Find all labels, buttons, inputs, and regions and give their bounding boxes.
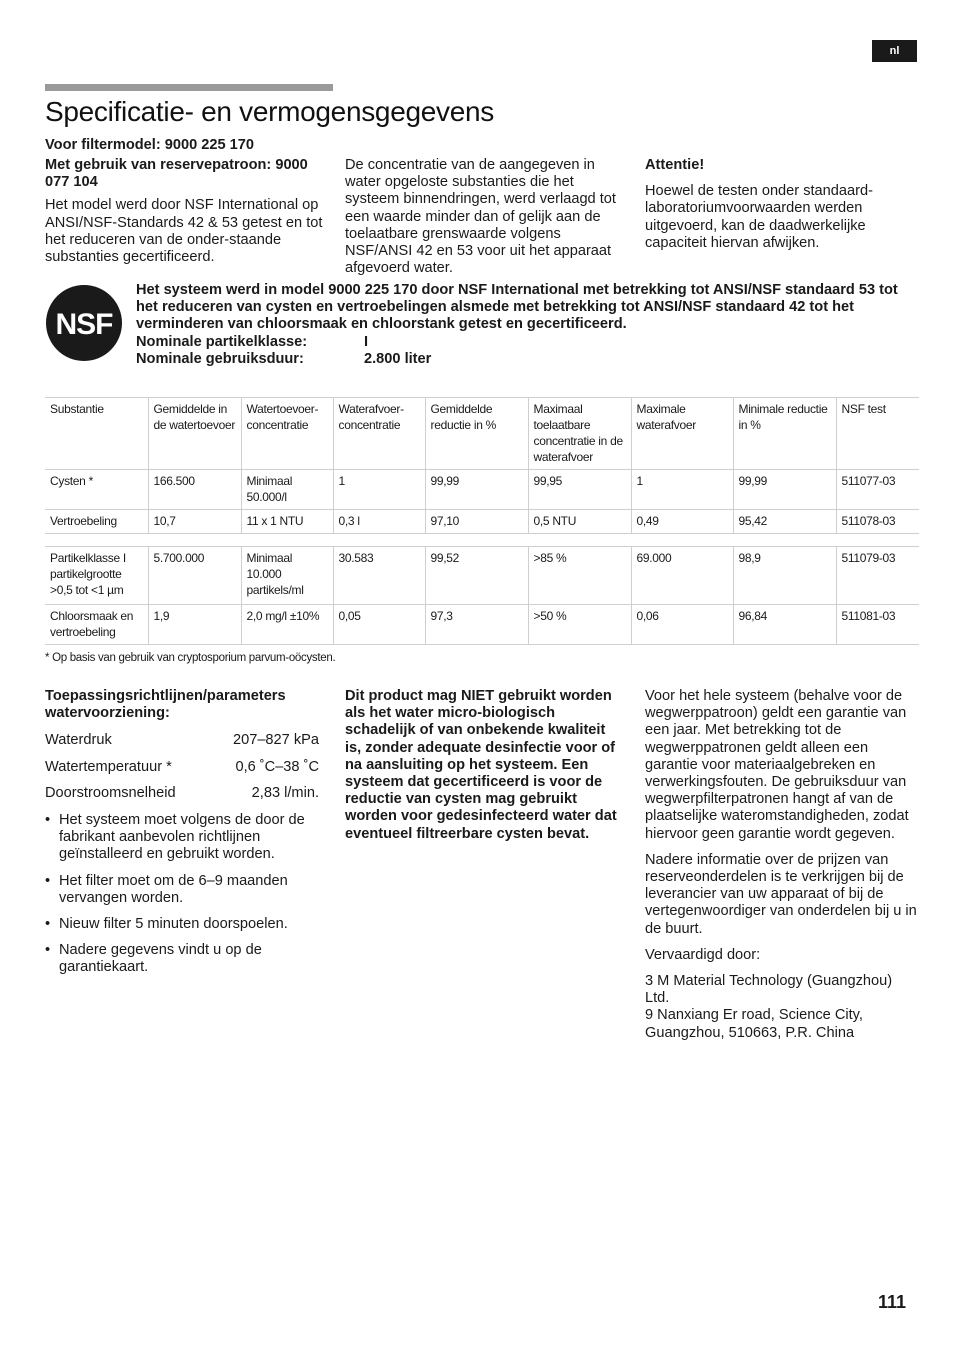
warranty-text: Voor het hele systeem (behalve voor de wegwerppatroon) geldt een garantie van een jaar. Met betrekking tot de wegwerppatronen geldt alleen een garantie voor materiaalgebreken en verwerkingsfouten. De gebruiksduur van wegwerpfilterpatronen hangt af van de plaatselijke wateromstandigheden, zodat hiervoor geen garantie wordt gegeven. [645, 688, 909, 842]
table-cell: Partikelklasse I partikelgrootte >0,5 tot <1 µm [45, 547, 148, 605]
table-cell: 99,52 [425, 547, 528, 605]
table-cell: 97,3 [425, 605, 528, 645]
table-cell: 95,42 [733, 510, 836, 534]
param-row [45, 732, 319, 749]
table-footnote: * Op basis van gebruik van cryptosporium parvum-oöcysten. [45, 652, 336, 664]
table-header: Maximale waterafvoer [631, 398, 733, 470]
guidelines-column [45, 688, 319, 986]
table-header: NSF test [836, 398, 919, 470]
table-cell: 2,0 mg/l ±10% [241, 605, 333, 645]
cartridge-heading: Met gebruik van reservepatroon: 9000 077 104 [45, 157, 308, 191]
table-header: Waterafvoer-concentratie [333, 398, 425, 470]
nsf-statement: Het systeem werd in model 9000 225 170 door NSF International met betrekking tot ANSI/NSF standaard 53 tot het reduceren van cysten en vertroebelingen alsmede met betrekking tot ANSI/NSF standaard 42 tot het verminderen van chloorsmaak en chloorstank getest en gecertificeerd. [136, 282, 898, 333]
nsf-logo-icon [45, 284, 123, 362]
nsf-statement-block [136, 282, 920, 368]
table-spacer [45, 534, 919, 547]
table-row [45, 547, 919, 605]
table-cell: 166.500 [148, 470, 241, 510]
table-cell: 1 [631, 470, 733, 510]
manufacturer-label: Vervaardigd door: [645, 946, 761, 963]
table-cell: 69.000 [631, 547, 733, 605]
table-cell: Vertroebeling [45, 510, 148, 534]
concentration-text: De concentratie van de aangegeven in water opgeloste substanties die het systeem binnendringen, werd verlaagd tot een waarde minder dan of gelijk aan de toelaatbare grenswaarde volgens NSF/ANSI 42 en 53 voor uit het apparaat afgevoerd water. [345, 157, 616, 277]
lifetime-value: 2.800 liter [364, 350, 432, 367]
page-title: Specificatie- en vermogensgegevens [45, 96, 494, 127]
warning-column [345, 688, 623, 843]
manufacturer-name: 3 M Material Technology (Guangzhou) Ltd. [645, 973, 893, 1007]
list-item: • Het systeem moet volgens de door de fabrikant aanbevolen richtlijnen geïnstalleerd en gebruikt worden. [45, 812, 319, 864]
list-item: • Het filter moet om de 6–9 maanden vervangen worden. [45, 873, 319, 907]
table-cell: 96,84 [733, 605, 836, 645]
param-label: Waterdruk [45, 732, 112, 749]
table-cell: 511077-03 [836, 470, 919, 510]
particle-class-value: I [364, 333, 369, 350]
table-cell: 511078-03 [836, 510, 919, 534]
certification-text: Het model werd door NSF International op ANSI/NSF-Standards 42 & 53 getest en tot het reduceren van de onder-staande substanties gecertificeerd. [45, 197, 323, 266]
lifetime-row [136, 351, 920, 368]
table-cell: Cysten * [45, 470, 148, 510]
table-cell: 0,5 NTU [528, 510, 631, 534]
warning-text: Dit product mag NIET gebruikt worden als het water micro-biologisch schadelijk of van onbekende kwaliteit is, zonder adequate desinfectie voor of na aansluiting op het systeem. Een systeem dat gecertificeerd is voor de reductie van cysten mag gebruikt worden voor gedesinfecteerd water dat eventueel filtreerbare cysten bevat. [345, 688, 617, 842]
table-cell: 5.700.000 [148, 547, 241, 605]
svg-text:NSF: NSF [55, 308, 113, 341]
specification-table [45, 397, 919, 645]
list-item: • Nieuw filter 5 minuten doorspoelen. [45, 916, 319, 933]
table-cell: 511079-03 [836, 547, 919, 605]
table-cell: 10,7 [148, 510, 241, 534]
table-cell: 0,06 [631, 605, 733, 645]
manufacturer-address: 9 Nanxiang Er road, Science City, Guangzhou, 510663, P.R. China [645, 1007, 863, 1041]
table-header: Gemiddelde in de watertoevoer [148, 398, 241, 470]
filter-model: Voor filtermodel: 9000 225 170 [45, 137, 255, 153]
table-header: Substantie [45, 398, 148, 470]
table-cell: Minimaal 10.000 partikels/ml [241, 547, 333, 605]
page-number: 111 [878, 1292, 907, 1312]
table-cell: 511081-03 [836, 605, 919, 645]
table-cell: 98,9 [733, 547, 836, 605]
table-cell: 99,99 [733, 470, 836, 510]
intro-column-3 [645, 157, 917, 252]
attention-text: Hoewel de testen onder standaard-laboratoriumvoorwaarden werden uitgevoerd, kan de daadwerkelijke capaciteit hiervan afwijken. [645, 183, 873, 251]
table-row [45, 470, 919, 510]
param-row [45, 785, 319, 802]
table-cell: 11 x 1 NTU [241, 510, 333, 534]
attention-heading: Attentie! [645, 157, 705, 173]
table-cell: Chloorsmaak en vertroebeling [45, 605, 148, 645]
table-row [45, 510, 919, 534]
table-cell: 30.583 [333, 547, 425, 605]
param-label: Doorstroomsnelheid [45, 784, 176, 801]
table-cell: >85 % [528, 547, 631, 605]
table-header: Gemiddelde reductie in % [425, 398, 528, 470]
table-header: Maximaal toelaatbare concentratie in de waterafvoer [528, 398, 631, 470]
table-cell: 1,9 [148, 605, 241, 645]
table-cell: Minimaal 50.000/l [241, 470, 333, 510]
table-header: Watertoevoer-concentratie [241, 398, 333, 470]
table-cell: 1 [333, 470, 425, 510]
table-cell: 99,95 [528, 470, 631, 510]
table-cell: 0,49 [631, 510, 733, 534]
table-header-row [45, 398, 919, 470]
intro-column-2 [345, 157, 623, 277]
list-item: • Nadere gegevens vindt u op de garantiekaart. [45, 942, 319, 976]
lifetime-label: Nominale gebruiksduur: [136, 350, 304, 367]
particle-class-label: Nominale partikelklasse: [136, 333, 308, 350]
table-cell: >50 % [528, 605, 631, 645]
guidelines-list [45, 812, 319, 977]
guidelines-heading: Toepassingsrichtlijnen/parameters watervoorziening: [45, 688, 286, 722]
table-row [45, 605, 919, 645]
particle-class-row [136, 334, 920, 351]
table-cell: 0,3 l [333, 510, 425, 534]
intro-column-1 [45, 157, 325, 266]
param-value: 2,83 l/min. [251, 784, 319, 801]
language-tab: nl [872, 40, 917, 62]
spare-parts-text: Nadere informatie over de prijzen van reserveonderdelen is te verkrijgen bij de leverancier van uw apparaat of bij de vertegenwoordiger van onderdelen bij u in de buurt. [645, 851, 917, 937]
table-cell: 97,10 [425, 510, 528, 534]
title-rule [45, 84, 333, 91]
param-label: Watertemperatuur * [45, 758, 172, 775]
table-header: Minimale reductie in % [733, 398, 836, 470]
param-row [45, 759, 319, 776]
table-cell: 0,05 [333, 605, 425, 645]
param-value: 0,6 ˚C–38 ˚C [235, 758, 319, 775]
param-value: 207–827 kPa [232, 732, 319, 749]
table-cell: 99,99 [425, 470, 528, 510]
warranty-column [645, 688, 919, 1042]
